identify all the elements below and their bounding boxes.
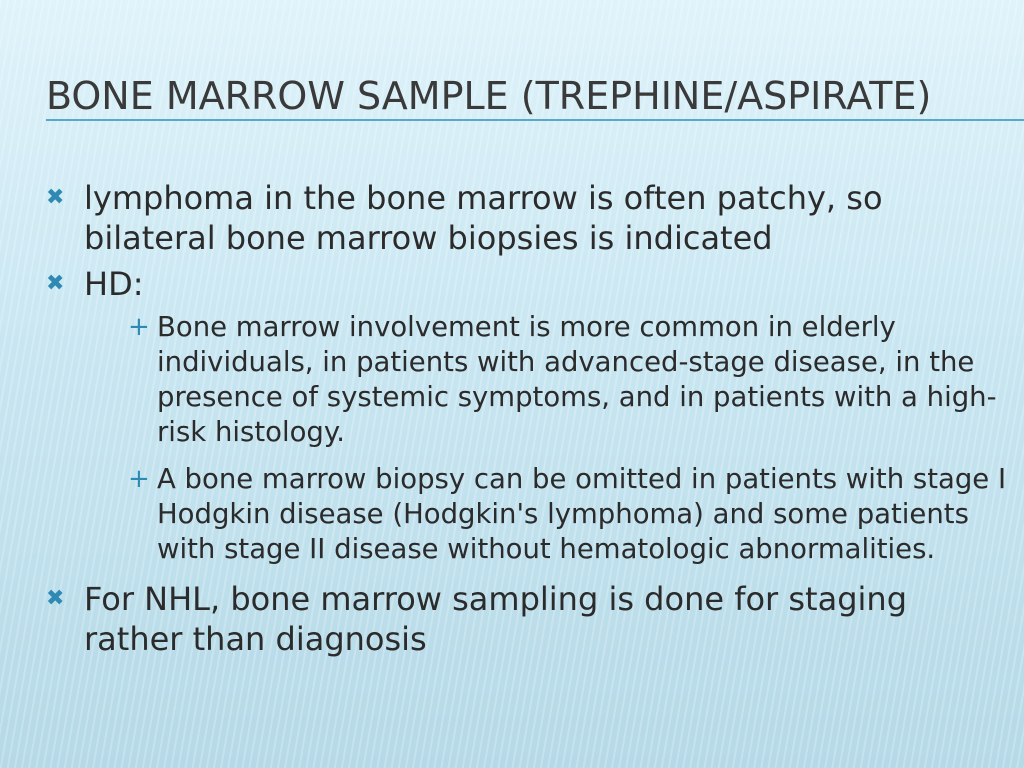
sub-bullet-item xyxy=(128,462,1024,567)
bullet-item xyxy=(46,264,996,304)
title-underline xyxy=(46,119,1024,121)
sub-bullet-item xyxy=(128,310,1024,450)
plus-bullet-icon: + xyxy=(128,464,150,494)
bullet-item xyxy=(46,579,996,659)
bullet-text: For NHL, bone marrow sampling is done for staging rather than diagnosis xyxy=(84,580,907,658)
bullet-item xyxy=(46,178,996,258)
x-bullet-icon: ✖ xyxy=(46,586,65,611)
bullet-text: HD: xyxy=(84,265,144,303)
sub-bullet-text: Bone marrow involvement is more common in elderly individuals, in patients with advanced-stage disease, in the presence of systemic symptoms, and in patients with a high-risk histology. xyxy=(157,311,997,448)
sub-bullet-text: A bone marrow biopsy can be omitted in patients with stage I Hodgkin disease (Hodgkin's lymphoma) and some patients with stage II disease without hematologic abnormalities. xyxy=(157,463,1007,565)
bullet-text: lymphoma in the bone marrow is often patchy, so bilateral bone marrow biopsies is indicated xyxy=(84,179,883,257)
x-bullet-icon: ✖ xyxy=(46,185,65,210)
x-bullet-icon: ✖ xyxy=(46,271,65,296)
plus-bullet-icon: + xyxy=(128,312,150,342)
bullet-list xyxy=(46,178,1007,665)
slide-title: BONE MARROW SAMPLE (TREPHINE/ASPIRATE) xyxy=(46,74,932,118)
